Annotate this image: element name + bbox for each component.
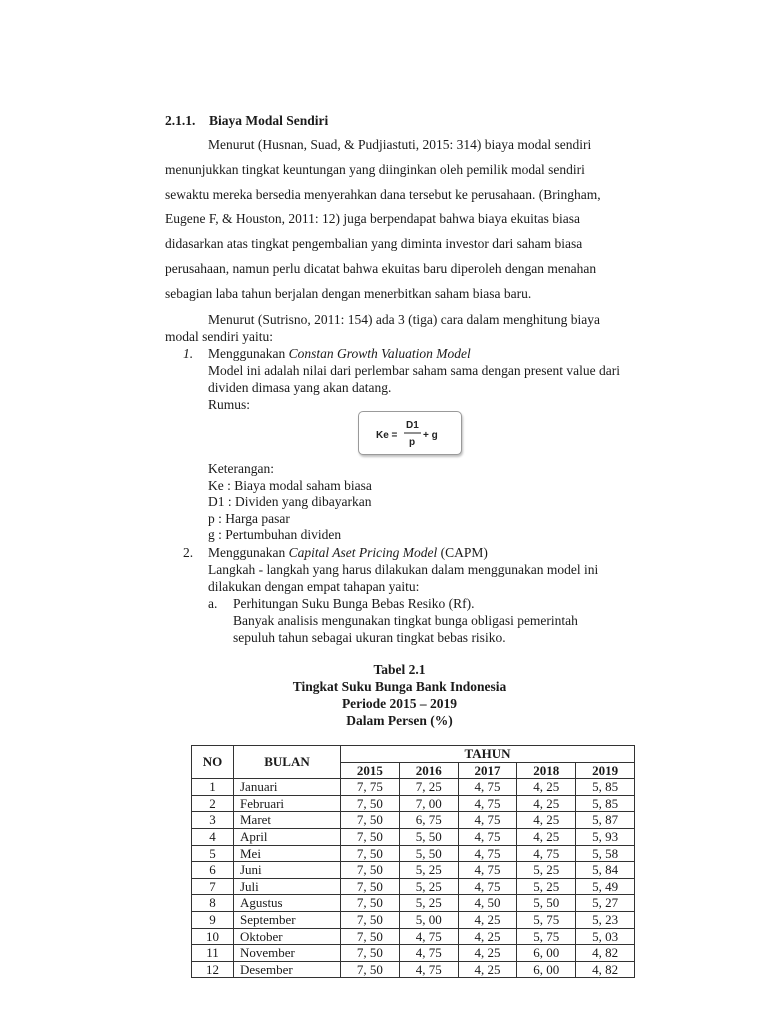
table-number: Tabel 2.1 xyxy=(373,662,426,677)
cell-rate: 5, 25 xyxy=(399,862,458,879)
cell-rate: 4, 75 xyxy=(458,812,517,829)
cell-rate: 4, 82 xyxy=(576,961,635,978)
cell-rate: 5, 50 xyxy=(399,828,458,845)
cell-rate: 4, 75 xyxy=(399,945,458,962)
cell-rate: 7, 00 xyxy=(399,795,458,812)
table-row xyxy=(192,812,635,829)
cell-bulan: November xyxy=(234,945,341,962)
cell-rate: 6, 00 xyxy=(517,961,576,978)
cell-rate: 4, 25 xyxy=(458,911,517,928)
cell-no: 12 xyxy=(192,961,234,978)
cell-no: 1 xyxy=(192,779,234,796)
table-row xyxy=(192,895,635,912)
paragraph-line: Eugene F, & Houston, 2011: 12) juga berpendapat bahwa biaya ekuitas biasa xyxy=(165,211,580,227)
method-list-item-2 xyxy=(165,544,634,646)
sub-item-description: Banyak analisis mengunakan tingkat bunga obligasi pemerintah sepuluh tahun sebagai ukuran tingkat bebas risiko. xyxy=(233,613,578,645)
formula-svg xyxy=(359,412,461,454)
cell-rate: 5, 75 xyxy=(517,928,576,945)
cell-rate: 5, 03 xyxy=(576,928,635,945)
cell-rate: 5, 25 xyxy=(399,878,458,895)
cell-no: 4 xyxy=(192,828,234,845)
cell-rate: 4, 25 xyxy=(517,812,576,829)
cell-bulan: Desember xyxy=(234,961,341,978)
cell-rate: 6, 75 xyxy=(399,812,458,829)
cell-bulan: Juli xyxy=(234,878,341,895)
section-heading xyxy=(165,113,328,129)
cell-no: 5 xyxy=(192,845,234,862)
header-year: 2018 xyxy=(517,762,576,779)
paragraph-line: sebagian laba tahun berjalan dengan menerbitkan saham biasa baru. xyxy=(165,285,532,301)
cell-rate: 7, 50 xyxy=(341,812,400,829)
paragraph-biaya-modal xyxy=(165,133,634,307)
paragraph-line: Menurut (Husnan, Suad, & Pudjiastuti, 2015: 314) biaya modal sendiri xyxy=(208,137,592,152)
paragraph-line: sewaktu mereka bersedia menyerahkan dana tersebut ke perusahaan. (Bringham, xyxy=(165,186,601,202)
cell-no: 9 xyxy=(192,911,234,928)
keterangan-block xyxy=(208,461,372,544)
cell-no: 7 xyxy=(192,878,234,895)
table-row xyxy=(192,945,635,962)
cell-rate: 7, 50 xyxy=(341,928,400,945)
cell-bulan: Mei xyxy=(234,845,341,862)
cell-rate: 5, 58 xyxy=(576,845,635,862)
method-description: Model ini adalah nilai dari perlembar saham sama dengan present value dari dividen dimasa yang akan datang. Rumus: xyxy=(165,362,634,413)
header-year: 2019 xyxy=(576,762,635,779)
method-name: Constan Growth Valuation Model xyxy=(288,346,471,361)
cell-rate: 5, 85 xyxy=(576,795,635,812)
cell-rate: 5, 84 xyxy=(576,862,635,879)
cell-rate: 5, 27 xyxy=(576,895,635,912)
header-year: 2017 xyxy=(458,762,517,779)
paragraph-line: modal sendiri yaitu: xyxy=(165,329,273,344)
cell-rate: 5, 49 xyxy=(576,878,635,895)
keterangan-line: g : Pertumbuhan dividen xyxy=(208,527,342,542)
list-marker: 2. xyxy=(183,545,194,560)
table-row xyxy=(192,795,635,812)
header-tahun: TAHUN xyxy=(341,746,635,763)
paragraph-line: perusahaan, namun perlu dicatat bahwa ekuitas baru diperoleh dengan menahan xyxy=(165,260,597,276)
interest-rate-table xyxy=(191,745,635,978)
cell-rate: 7, 25 xyxy=(399,779,458,796)
keterangan-title: Keterangan: xyxy=(208,461,274,476)
cell-rate: 7, 50 xyxy=(341,795,400,812)
table-row xyxy=(192,845,635,862)
keterangan-line: Ke : Biaya modal saham biasa xyxy=(208,477,372,493)
table-caption xyxy=(165,661,634,729)
cell-rate: 7, 75 xyxy=(341,779,400,796)
cell-bulan: April xyxy=(234,828,341,845)
cell-rate: 4, 75 xyxy=(517,845,576,862)
cell-rate: 7, 50 xyxy=(341,845,400,862)
cell-rate: 4, 25 xyxy=(517,828,576,845)
table-unit: Dalam Persen (%) xyxy=(346,713,453,728)
cell-no: 2 xyxy=(192,795,234,812)
table-period: Periode 2015 – 2019 xyxy=(341,696,458,711)
cell-rate: 4, 75 xyxy=(399,928,458,945)
cell-rate: 5, 25 xyxy=(517,862,576,879)
cell-rate: 4, 75 xyxy=(458,878,517,895)
table-row xyxy=(192,828,635,845)
cell-rate: 7, 50 xyxy=(341,828,400,845)
cell-rate: 4, 75 xyxy=(458,862,517,879)
cell-rate: 4, 25 xyxy=(517,779,576,796)
cell-rate: 4, 82 xyxy=(576,945,635,962)
paragraph-line: Menurut (Sutrisno, 2011: 154) ada 3 (tiga) cara dalam menghitung biaya xyxy=(208,312,601,327)
formula-plus-g: + g xyxy=(423,430,438,441)
cell-rate: 5, 75 xyxy=(517,911,576,928)
table-row xyxy=(192,961,635,978)
header-no: NO xyxy=(192,746,234,779)
cell-rate: 7, 50 xyxy=(341,945,400,962)
cell-rate: 4, 75 xyxy=(458,845,517,862)
keterangan-line: D1 : Dividen yang dibayarkan xyxy=(208,494,372,509)
cell-bulan: September xyxy=(234,911,341,928)
method-description: Langkah - langkah yang harus dilakukan dalam menggunakan model ini dilakukan dengan empat tahapan yaitu: xyxy=(208,562,599,594)
method-name: Capital Aset Pricing Model xyxy=(288,545,438,560)
section-number: 2.1.1. xyxy=(165,113,196,128)
cell-bulan: Agustus xyxy=(234,895,341,912)
paragraph-sutrisno xyxy=(165,311,634,345)
cell-rate: 4, 25 xyxy=(458,945,517,962)
cell-bulan: Januari xyxy=(234,779,341,796)
table-row xyxy=(192,878,635,895)
cell-bulan: Maret xyxy=(234,812,341,829)
cell-no: 3 xyxy=(192,812,234,829)
cell-rate: 4, 75 xyxy=(458,779,517,796)
cell-rate: 4, 75 xyxy=(458,795,517,812)
cell-rate: 5, 00 xyxy=(399,911,458,928)
table-row xyxy=(192,928,635,945)
keterangan-line: p : Harga pasar xyxy=(208,510,290,526)
formula-numerator: D1 xyxy=(406,420,419,431)
cell-rate: 7, 50 xyxy=(341,911,400,928)
cell-rate: 7, 50 xyxy=(341,862,400,879)
cell-rate: 7, 50 xyxy=(341,895,400,912)
paragraph-line: menunjukkan tingkat keuntungan yang diinginkan oleh pemilik modal sendiri xyxy=(165,161,585,177)
cell-no: 8 xyxy=(192,895,234,912)
cell-rate: 5, 23 xyxy=(576,911,635,928)
table-title: Tingkat Suku Bunga Bank Indonesia xyxy=(292,679,507,694)
cell-bulan: Oktober xyxy=(234,928,341,945)
formula-lhs: Ke = xyxy=(376,430,398,441)
cell-rate: 4, 25 xyxy=(458,961,517,978)
sub-item-label: Perhitungan Suku Bunga Bebas Resiko (Rf). xyxy=(233,596,475,611)
cell-rate: 5, 50 xyxy=(517,895,576,912)
cell-no: 11 xyxy=(192,945,234,962)
table-row xyxy=(192,911,635,928)
header-bulan: BULAN xyxy=(234,746,341,779)
cell-rate: 5, 87 xyxy=(576,812,635,829)
cell-rate: 7, 50 xyxy=(341,878,400,895)
list-item: 2. Menggunakan Capital Aset Pricing Model (CAPM) xyxy=(183,545,488,560)
cell-rate: 4, 25 xyxy=(458,928,517,945)
cell-rate: 7, 50 xyxy=(341,961,400,978)
cell-rate: 4, 50 xyxy=(458,895,517,912)
list-marker: 1. xyxy=(183,346,194,361)
cell-rate: 4, 75 xyxy=(458,828,517,845)
cell-rate: 5, 50 xyxy=(399,845,458,862)
formula-denominator: p xyxy=(409,437,416,448)
cell-rate: 5, 85 xyxy=(576,779,635,796)
sub-list-item xyxy=(165,595,634,612)
table-row xyxy=(192,779,635,796)
cell-rate: 5, 25 xyxy=(399,895,458,912)
header-year: 2015 xyxy=(341,762,400,779)
list-item: 1. Menggunakan Constan Growth Valuation Model xyxy=(183,346,471,361)
cell-rate: 5, 93 xyxy=(576,828,635,845)
cell-rate: 6, 00 xyxy=(517,945,576,962)
sub-list-marker: a. xyxy=(208,596,218,611)
cell-rate: 4, 25 xyxy=(517,795,576,812)
method-list-item-1 xyxy=(165,345,634,413)
table-row xyxy=(192,862,635,879)
rumus-label: Rumus: xyxy=(208,397,251,412)
cell-bulan: Februari xyxy=(234,795,341,812)
cell-no: 10 xyxy=(192,928,234,945)
formula-image xyxy=(358,411,462,455)
paragraph-line: didasarkan atas tingkat pengembalian yang diminta investor dari saham biasa xyxy=(165,236,583,252)
cell-rate: 5, 25 xyxy=(517,878,576,895)
cell-rate: 4, 75 xyxy=(399,961,458,978)
cell-no: 6 xyxy=(192,862,234,879)
cell-bulan: Juni xyxy=(234,862,341,879)
section-title: Biaya Modal Sendiri xyxy=(209,113,329,128)
header-year: 2016 xyxy=(399,762,458,779)
